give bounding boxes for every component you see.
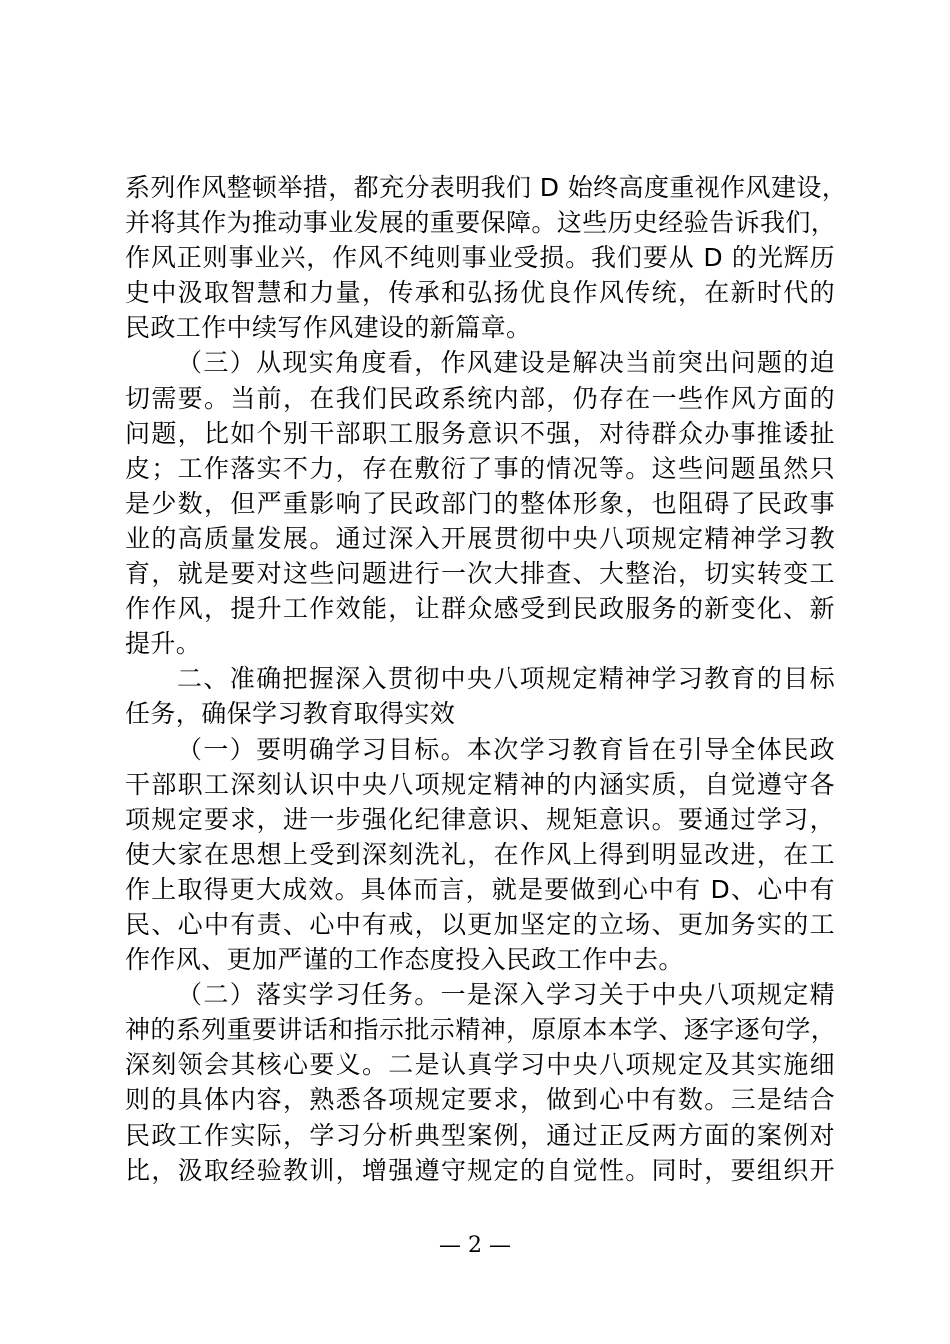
text-line: 作作风、更加严谨的工作态度投入民政工作中去。	[125, 945, 684, 975]
text-line: 二、准确把握深入贯彻中央八项规定精神学习教育的目标	[177, 664, 835, 694]
text-line: （三）从现实角度看，作风建设是解决当前突出问题的迫	[177, 348, 835, 378]
text-line: 民、心中有责、心中有戒，以更加坚定的立场、更加务实的工	[125, 909, 835, 939]
page-number: — 2 —	[439, 1233, 511, 1258]
text-line: 民政工作实际，学习分析典型案例，通过正反两方面的案例对	[125, 1120, 835, 1150]
text-line: 并将其作为推动事业发展的重要保障。这些历史经验告诉我们，	[125, 208, 837, 238]
text-line: 是少数，但严重影响了民政部门的整体形象，也阻碍了民政事	[125, 488, 835, 518]
text-line: 项规定要求，进一步强化纪律意识、规矩意识。要通过学习，	[125, 804, 835, 834]
text-line: 任务，确保学习教育取得实效	[125, 699, 456, 729]
text-line: 育，就是要对这些问题进行一次大排查、大整治，切实转变工	[125, 559, 835, 589]
text-line: 作风正则事业兴，作风不纯则事业受损。我们要从 D 的光辉历	[125, 243, 835, 273]
text-line: 皮；工作落实不力，存在敷衍了事的情况等。这些问题虽然只	[125, 453, 835, 483]
text-line: 民政工作中续写作风建设的新篇章。	[125, 313, 532, 343]
text-line: 作作风，提升工作效能，让群众感受到民政服务的新变化、新	[125, 594, 835, 624]
text-line: （一）要明确学习目标。本次学习教育旨在引导全体民政	[177, 734, 835, 764]
text-line: 则的具体内容，熟悉各项规定要求，做到心中有数。三是结合	[125, 1085, 835, 1115]
text-line: 提升。	[125, 629, 202, 659]
text-line: 业的高质量发展。通过深入开展贯彻中央八项规定精神学习教	[125, 523, 835, 553]
text-line: 系列作风整顿举措，都充分表明我们 D 始终高度重视作风建设，	[125, 173, 848, 202]
text-line: 深刻领会其核心要义。二是认真学习中央八项规定及其实施细	[125, 1050, 835, 1080]
text-line: 干部职工深刻认识中央八项规定精神的内涵实质，自觉遵守各	[125, 769, 835, 799]
text-line: 问题，比如个别干部职工服务意识不强，对待群众办事推诿扯	[125, 418, 835, 448]
text-line: 神的系列重要讲话和指示批示精神，原原本本学、逐字逐句学，	[125, 1015, 837, 1045]
text-line: （二）落实学习任务。一是深入学习关于中央八项规定精	[177, 980, 835, 1010]
text-line: 比，汲取经验教训，增强遵守规定的自觉性。同时，要组织开	[125, 1155, 835, 1185]
text-line: 切需要。当前，在我们民政系统内部，仍存在一些作风方面的	[125, 383, 835, 413]
text-line: 使大家在思想上受到深刻洗礼，在作风上得到明显改进，在工	[125, 839, 835, 869]
text-line: 史中汲取智慧和力量，传承和弘扬优良作风传统，在新时代的	[125, 278, 835, 308]
document-body	[125, 170, 848, 1188]
text-line: 作上取得更大成效。具体而言，就是要做到心中有 D、心中有	[125, 874, 835, 904]
